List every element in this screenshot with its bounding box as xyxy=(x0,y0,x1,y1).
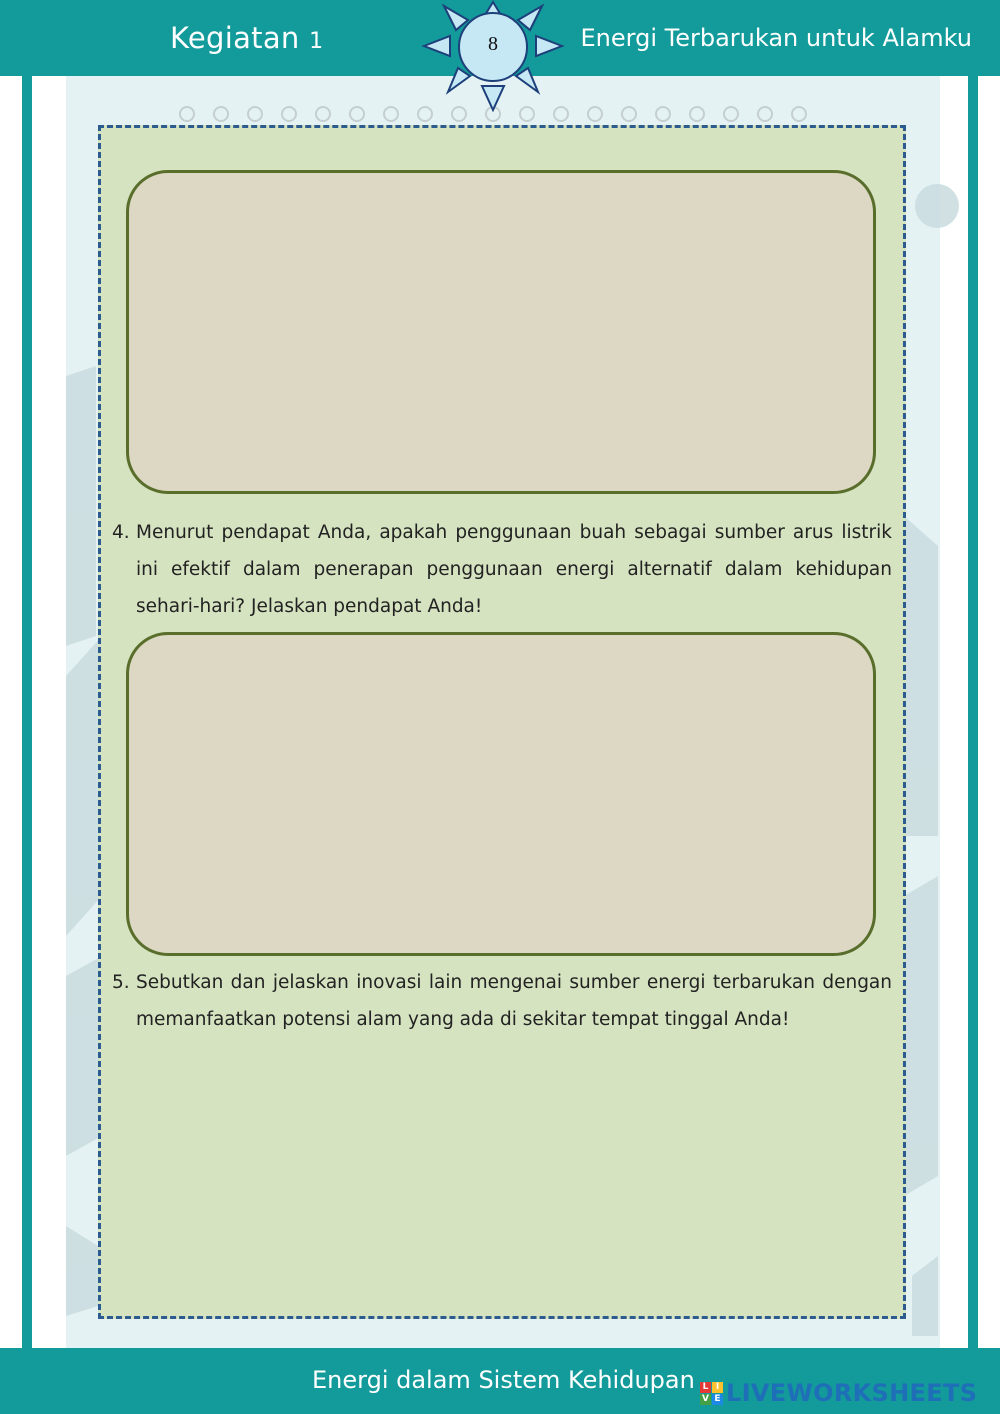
ground-silhouette-icon xyxy=(66,1226,98,1316)
house-silhouette-icon xyxy=(904,516,938,836)
page-number: 8 xyxy=(488,33,498,55)
chapter-title: Energi Terbarukan untuk Alamku xyxy=(580,24,972,52)
factory-silhouette-icon xyxy=(66,366,96,646)
answer-box-q4[interactable] xyxy=(126,632,876,956)
badge-letter: V xyxy=(700,1394,711,1405)
activity-number: 1 xyxy=(309,29,324,54)
sun-icon xyxy=(420,0,566,112)
activity-label: Kegiatan xyxy=(170,21,300,55)
live-badge-icon xyxy=(700,1382,723,1405)
liveworksheets-logo[interactable] xyxy=(700,1376,977,1410)
question-text: Sebutkan dan jelaskan inovasi lain mengenai sumber energi terbarukan dengan memanfaatkan potensi alam yang ada di sekitar tempat tinggal Anda! xyxy=(136,972,892,1030)
left-rail xyxy=(22,76,32,1348)
tower-right-silhouette-icon xyxy=(912,1256,938,1336)
question-number: 4. xyxy=(112,522,130,543)
question-5 xyxy=(112,964,892,1038)
sun-silhouette-icon xyxy=(915,184,959,228)
tower-silhouette-icon xyxy=(66,636,102,936)
footer-title: Energi dalam Sistem Kehidupan xyxy=(312,1366,695,1394)
pipe-silhouette-icon xyxy=(66,956,102,1156)
tree-silhouette-icon xyxy=(904,876,938,1196)
badge-letter: E xyxy=(712,1394,723,1405)
brand-text: LIVEWORKSHEETS xyxy=(726,1379,978,1407)
question-number: 5. xyxy=(112,972,130,993)
badge-letter: L xyxy=(700,1382,711,1393)
badge-letter: I xyxy=(712,1382,723,1393)
answer-box-q3[interactable] xyxy=(126,170,876,494)
activity-title xyxy=(170,18,323,62)
question-4 xyxy=(112,514,892,625)
question-text: Menurut pendapat Anda, apakah penggunaan buah sebagai sumber arus listrik ini efektif dalam penerapan penggunaan energi alternatif dalam kehidupan sehari-hari? Jelaskan pendapat Anda! xyxy=(136,522,892,617)
right-rail xyxy=(968,76,978,1348)
